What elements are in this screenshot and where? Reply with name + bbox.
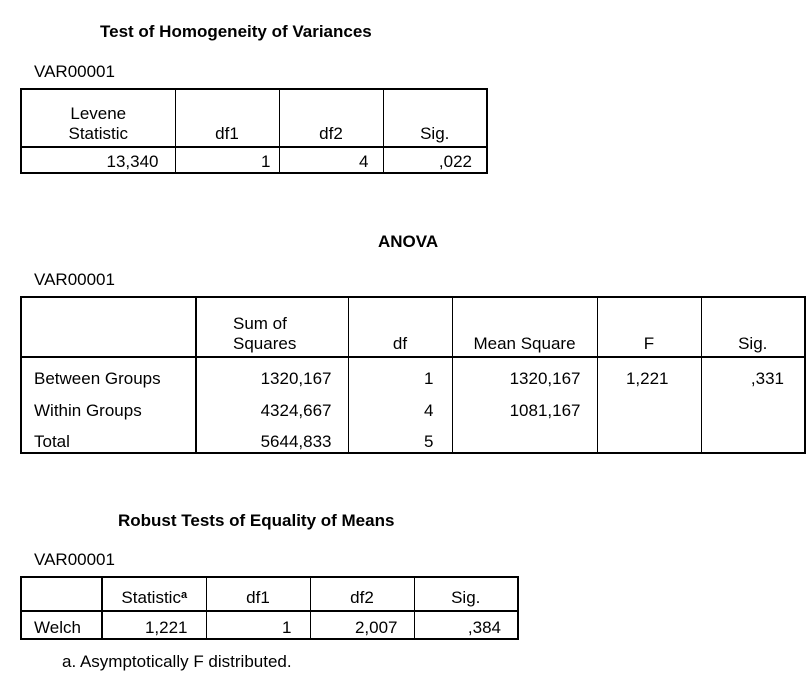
cell-df2: 2,007 (310, 611, 414, 639)
cell-levene: 13,340 (21, 147, 175, 173)
header-f: F (597, 297, 701, 357)
robust-footnote: a. Asymptotically F distributed. (62, 652, 292, 671)
header-sig: Sig. (383, 89, 487, 147)
cell-sig: ,384 (414, 611, 518, 639)
header-sum-of-squares (196, 297, 348, 357)
row-label-within-groups: Within Groups (21, 389, 196, 421)
table-row (21, 357, 805, 389)
anova-table (20, 296, 806, 454)
header-levene-line1: Levene (70, 104, 127, 123)
cell-df1: 1 (175, 147, 279, 173)
header-sig: Sig. (414, 577, 518, 611)
anova-title: ANOVA (378, 232, 439, 251)
header-df2: df2 (310, 577, 414, 611)
header-df2: df2 (279, 89, 383, 147)
cell-statistic: 1,221 (102, 611, 206, 639)
table-row (21, 147, 487, 173)
row-label-welch: Welch (21, 611, 102, 639)
robust-variable-label: VAR00001 (34, 550, 115, 569)
header-statistic (102, 577, 206, 611)
cell-sig: ,022 (383, 147, 487, 173)
cell-f (597, 421, 701, 453)
header-df: df (348, 297, 452, 357)
row-label-total: Total (21, 421, 196, 453)
cell-ss: 1320,167 (196, 357, 348, 389)
cell-df2: 4 (279, 147, 383, 173)
cell-f (597, 389, 701, 421)
cell-ms: 1320,167 (452, 357, 597, 389)
header-ss-line2: Squares (233, 334, 297, 353)
cell-df: 1 (348, 357, 452, 389)
header-df1: df1 (175, 89, 279, 147)
cell-df1: 1 (206, 611, 310, 639)
robust-table (20, 576, 519, 640)
cell-sig: ,331 (701, 357, 805, 389)
header-df1: df1 (206, 577, 310, 611)
table-row (21, 611, 518, 639)
row-label-between-groups: Between Groups (21, 357, 196, 389)
robust-title: Robust Tests of Equality of Means (118, 511, 395, 530)
header-sig: Sig. (701, 297, 805, 357)
table-row (21, 421, 805, 453)
cell-df: 5 (348, 421, 452, 453)
cell-f: 1,221 (597, 357, 701, 389)
header-levene-line2: Statistic (68, 124, 129, 143)
cell-ms: 1081,167 (452, 389, 597, 421)
homogeneity-variable-label: VAR00001 (34, 62, 115, 81)
homogeneity-title: Test of Homogeneity of Variances (100, 22, 372, 41)
header-mean-square: Mean Square (452, 297, 597, 357)
header-stub (21, 297, 196, 357)
cell-df: 4 (348, 389, 452, 421)
cell-ss: 5644,833 (196, 421, 348, 453)
header-levene-statistic (21, 89, 175, 147)
cell-ss: 4324,667 (196, 389, 348, 421)
table-row (21, 389, 805, 421)
cell-sig (701, 389, 805, 421)
anova-variable-label: VAR00001 (34, 270, 115, 289)
footnote-marker: a (180, 589, 188, 601)
header-ss-line1: Sum of (233, 314, 287, 333)
cell-sig (701, 421, 805, 453)
header-stub (21, 577, 102, 611)
cell-ms (452, 421, 597, 453)
header-statistic-label: Statistic (121, 588, 181, 607)
homogeneity-table (20, 88, 488, 174)
